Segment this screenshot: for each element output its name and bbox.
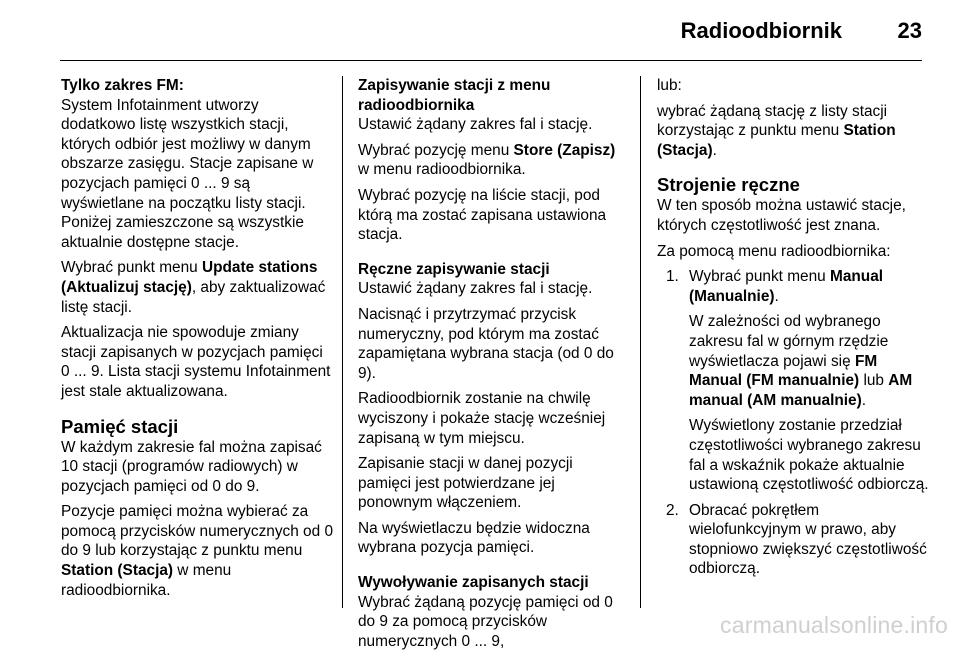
paragraph: Wybrać żądaną pozycję pamięci od 0 do 9 za pomocą przycisków numerycznych 0 ... 9, [358, 593, 613, 650]
menu-item-ref: Update stations (Aktualizuj stację) [61, 259, 318, 296]
menu-item-ref: Station (Stacja) [61, 562, 174, 580]
paragraph: W każdym zakresie fal można zapisać 10 stacji (programów radiowych) w pozycjach pamięci od 0 do 9. [61, 438, 322, 495]
section-heading-memory: Pamięć stacji [61, 415, 179, 437]
paragraph: Ustawić żądany zakres fal i stację. [358, 116, 593, 134]
menu-item-ref: Station (Stacja) [657, 122, 896, 159]
paragraph: W ten sposób można ustawić stacje, których częstotliwość jest znana. [657, 197, 906, 234]
column-divider-2 [640, 76, 641, 608]
store-subheading: Zapisywanie stacji z menu radioodbiornika [358, 77, 551, 114]
menu-item-ref: Manual (Manualnie) [689, 268, 884, 305]
paragraph: Wybrać punkt menu Manual (Manualnie). [689, 268, 884, 305]
paragraph: Za pomocą menu radioodbiornika: [657, 242, 891, 260]
paragraph: Obracać pokrętłem wielofunkcyjnym w prawo, aby stopniowo zwiększyć częstotliwość odbiorczą. [689, 501, 927, 578]
paragraph: Nacisnąć i przytrzymać przycisk numeryczny, pod którym ma zostać zapamiętana wybrana stacja (od 0 do 9). [358, 305, 614, 382]
page-title: Radioodbiornik [680, 18, 842, 43]
paragraph: W zależności od wybranego zakresu fal w górnym rzędzie wyświetlacza pojawi się FM Manual (FM manualnie) lub AM manual (AM manualnie). [689, 313, 913, 409]
paragraph: Wybrać punkt menu Update stations (Aktualizuj stację), aby zaktualizować listę stacji. [61, 259, 326, 316]
section-heading-manual-tuning: Strojenie ręczne [657, 174, 800, 196]
display-text-ref: AM manual (AM manualnie) [689, 372, 913, 409]
paragraph: Wyświetlony zostanie przedział częstotliwości wybranego zakresu fal a wskaźnik pokaże aktualnie ustawioną częstotliwość odbiorczą. [689, 417, 929, 494]
menu-item-ref: Store (Zapisz) [513, 141, 616, 159]
column-divider-1 [342, 76, 343, 608]
list-item [666, 267, 929, 495]
paragraph: Radioodbiornik zostanie na chwilę wyciszony i pokaże stację wcześniej zapisaną w tym miejscu. [358, 390, 606, 447]
column-1 [61, 76, 333, 606]
step-number: 2. [666, 501, 679, 519]
paragraph: wybrać żądaną stację z listy stacji korzystając z punktu menu Station (Stacja). [657, 102, 896, 159]
step-number: 1. [666, 268, 679, 286]
display-text-ref: FM Manual (FM manualnie) [689, 352, 878, 390]
column-3 [657, 76, 929, 585]
header-rule [60, 60, 922, 61]
column-2 [358, 76, 630, 657]
list-item [666, 501, 929, 579]
page-header [0, 0, 960, 60]
manual-store-subheading: Ręczne zapisywanie stacji [358, 260, 550, 278]
paragraph: Ustawić żądany zakres fal i stację. [358, 280, 593, 298]
paragraph: lub: [657, 77, 682, 94]
paragraph: Wybrać pozycję na liście stacji, pod którą ma zostać zapisana ustawiona stacja. [358, 186, 607, 244]
watermark: carmanualsonline.info [720, 612, 948, 638]
steps-list [657, 267, 929, 579]
fm-only-subheading: Tylko zakres FM: [61, 77, 184, 94]
paragraph: Pozycje pamięci można wybierać za pomocą przycisków numerycznych od 0 do 9 lub korzystając z punktu menu Station (Stacja) w menu radioodbiornika. [61, 503, 334, 599]
paragraph: Zapisanie stacji w danej pozycji pamięci jest potwierdzane jej ponownym włączeniem. [358, 455, 573, 512]
paragraph: Wybrać pozycję menu Store (Zapisz) w menu radioodbiornika. [358, 141, 616, 179]
paragraph: Aktualizacja nie spowoduje zmiany stacji zapisanych w pozycjach pamięci 0 ... 9. Lista stacji systemu Infotainment jest stale aktualizowana. [61, 324, 331, 400]
recall-subheading: Wywoływanie zapisanych stacji [358, 574, 589, 592]
page-number: 23 [897, 18, 922, 43]
paragraph: System Infotainment utworzy dodatkowo listę wszystkich stacji, których odbiór jest możliwy w danym obszarze zasięgu. Stacje zapisane w pozycjach pamięci 0 ... 9 są wyświetlane na początku listy stacji. Poniżej zamieszczone są wszystkie aktualnie dostępne stacje. [61, 96, 314, 251]
paragraph: Na wyświetlaczu będzie widoczna wybrana pozycja pamięci. [358, 519, 590, 557]
